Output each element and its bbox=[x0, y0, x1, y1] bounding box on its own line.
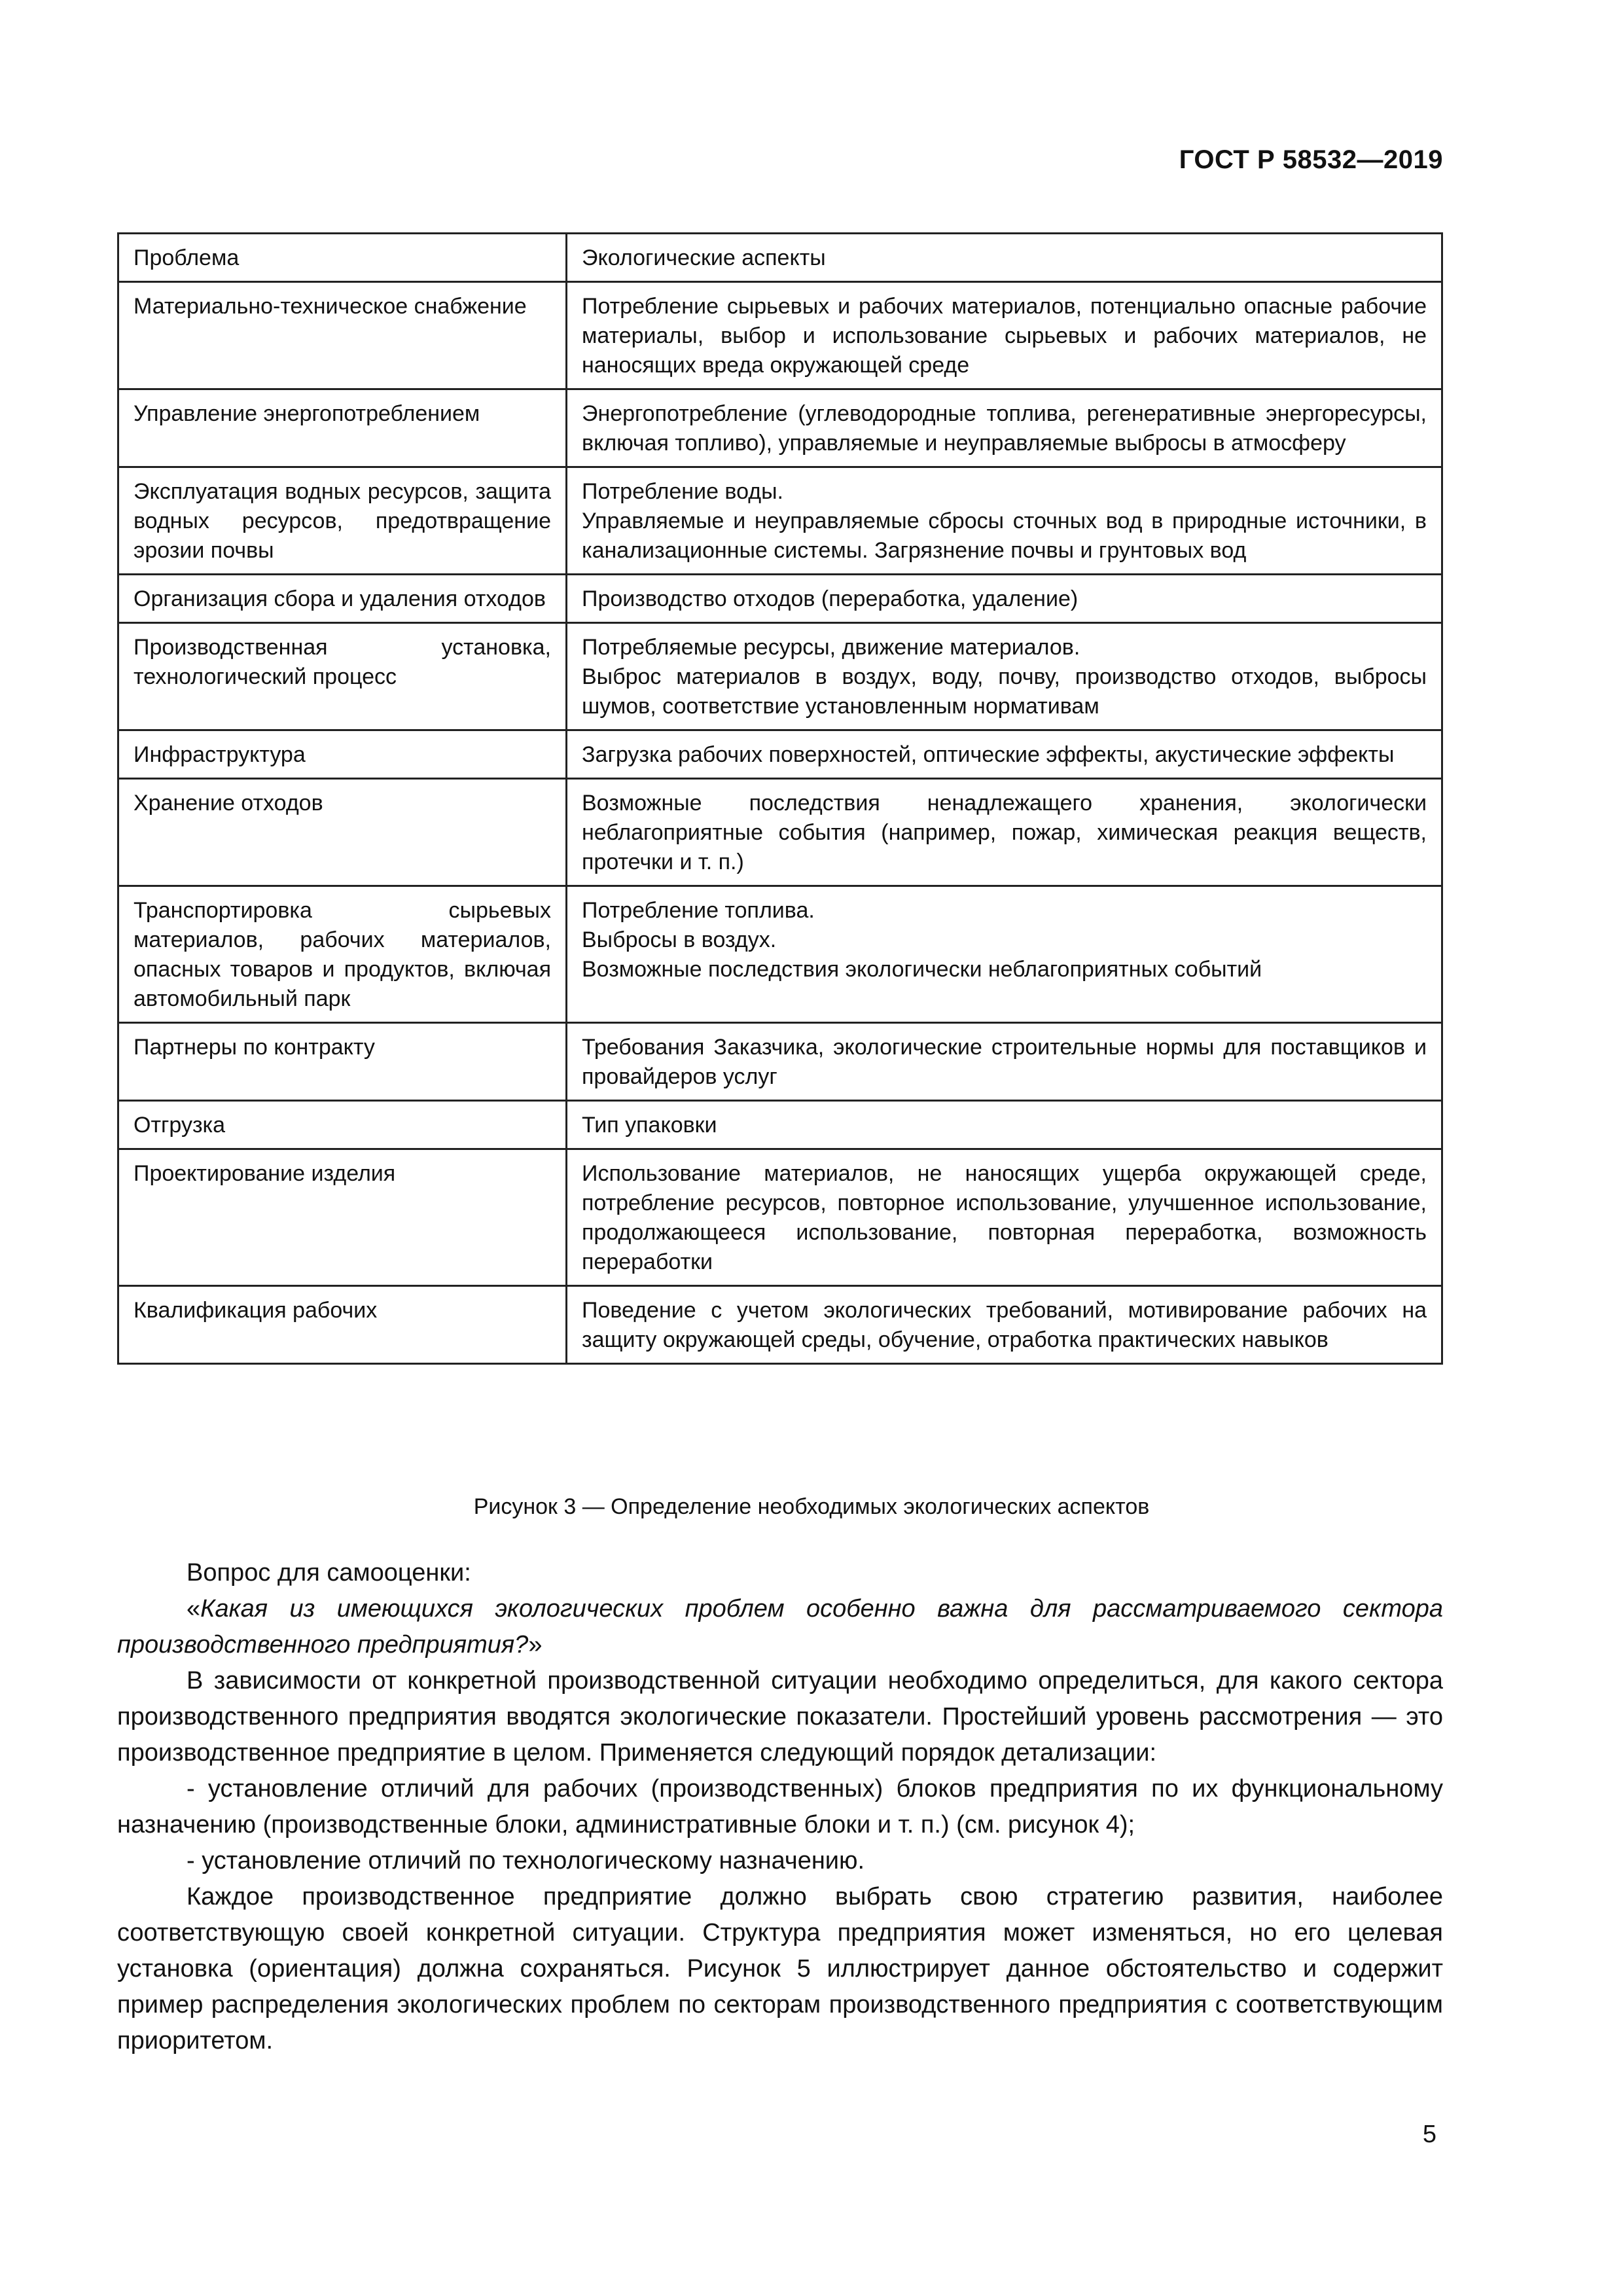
aspects-cell bbox=[567, 1149, 1442, 1286]
table-row bbox=[118, 575, 1442, 623]
body-text bbox=[117, 1555, 1443, 2059]
aspects-cell bbox=[567, 779, 1442, 886]
aspect-line: Энергопотребление (углеводородные топлива, регенеративные энергоресурсы, включая топливо), управляемые и неуправляемые выбросы в атмосферу bbox=[582, 401, 1427, 456]
table-row bbox=[118, 623, 1442, 730]
aspects-cell bbox=[567, 886, 1442, 1023]
aspect-line: Управляемые и неуправляемые сбросы сточных вод в природные источники, в канализационные системы. Загрязнение почвы и грунтовых вод bbox=[582, 509, 1427, 563]
aspects-cell bbox=[567, 730, 1442, 779]
aspects-cell bbox=[567, 467, 1442, 575]
aspect-line: Потребление сырьевых и рабочих материалов, потенциально опасные рабочие материалы, выбор и использование сырьевых и рабочих материалов, не наносящих вреда окружающей среде bbox=[582, 294, 1427, 378]
table-row bbox=[118, 282, 1442, 389]
table-row bbox=[118, 1149, 1442, 1286]
figure-caption: Рисунок 3 — Определение необходимых экологических аспектов bbox=[473, 1494, 1150, 1519]
question-open-quote: « bbox=[187, 1595, 201, 1623]
problem-cell: Хранение отходов bbox=[118, 779, 567, 886]
list-item: - установление отличий для рабочих (производственных) блоков предприятия по их функциональному назначению (производственные блоки, административные блоки и т. п.) (см. рисунок 4); bbox=[117, 1775, 1443, 1839]
table-header-row bbox=[118, 234, 1442, 282]
table-row bbox=[118, 1286, 1442, 1364]
column-header-problem: Проблема bbox=[118, 234, 567, 282]
aspect-line: Потребляемые ресурсы, движение материалов. bbox=[582, 635, 1080, 660]
aspects-cell bbox=[567, 623, 1442, 730]
question-text: Какая из имеющихся экологических проблем особенно важна для рассматриваемого сектора производственного предприятия? bbox=[117, 1595, 1443, 1659]
aspect-line: Выброс материалов в воздух, воду, почву, производство отходов, выбросы шумов, соответствие установленным нормативам bbox=[582, 664, 1427, 719]
table-row bbox=[118, 389, 1442, 467]
aspects-cell bbox=[567, 575, 1442, 623]
aspects-cell bbox=[567, 1101, 1442, 1149]
aspect-line: Возможные последствия ненадлежащего хранения, экологически неблагоприятные события (например, пожар, химическая реакция веществ, протечки и т. п.) bbox=[582, 791, 1427, 874]
aspect-line: Поведение с учетом экологических требований, мотивирование рабочих на защиту окружающей среды, обучение, отработка практических навыков bbox=[582, 1298, 1427, 1352]
column-header-aspects: Экологические аспекты bbox=[567, 234, 1442, 282]
aspects-cell bbox=[567, 282, 1442, 389]
page-number: 5 bbox=[1422, 2121, 1436, 2148]
aspect-line: Производство отходов (переработка, удаление) bbox=[582, 586, 1079, 611]
table-row bbox=[118, 467, 1442, 575]
problem-cell: Проектирование изделия bbox=[118, 1149, 567, 1286]
aspect-line: Использование материалов, не наносящих ущерба окружающей среде, потребление ресурсов, повторное использование, улучшенное использование, продолжающееся использование, повторная переработка, возможность переработки bbox=[582, 1161, 1427, 1274]
table-row bbox=[118, 730, 1442, 779]
paragraph: Каждое производственное предприятие должно выбрать свою стратегию развития, наиболее соответствующую своей конкретной ситуации. Структура предприятия может изменяться, но его целевая установка (ориентация) должна сохраняться. Рисунок 5 иллюстрирует данное обстоятельство и содержит пример распределения экологических проблем по секторам производственного предприятия с соответствующим приоритетом. bbox=[117, 1883, 1443, 2054]
problem-cell: Партнеры по контракту bbox=[118, 1023, 567, 1101]
problem-cell: Эксплуатация водных ресурсов, защита водных ресурсов, предотвращение эрозии почвы bbox=[118, 467, 567, 575]
aspects-cell bbox=[567, 389, 1442, 467]
ecological-aspects-table bbox=[117, 232, 1443, 1365]
problem-cell: Производственная установка, технологический процесс bbox=[118, 623, 567, 730]
problem-cell: Управление энергопотреблением bbox=[118, 389, 567, 467]
problem-cell: Инфраструктура bbox=[118, 730, 567, 779]
aspect-line: Тип упаковки bbox=[582, 1113, 717, 1138]
problem-cell: Организация сбора и удаления отходов bbox=[118, 575, 567, 623]
aspect-line: Выбросы в воздух. bbox=[582, 927, 777, 952]
problem-cell: Отгрузка bbox=[118, 1101, 567, 1149]
problem-cell: Транспортировка сырьевых материалов, рабочих материалов, опасных товаров и продуктов, включая автомобильный парк bbox=[118, 886, 567, 1023]
aspects-cell bbox=[567, 1023, 1442, 1101]
aspect-line: Потребление воды. bbox=[582, 479, 783, 504]
problem-cell: Материально-техническое снабжение bbox=[118, 282, 567, 389]
aspect-line: Потребление топлива. bbox=[582, 898, 815, 923]
question-close-quote: » bbox=[528, 1631, 543, 1659]
standard-code: ГОСТ Р 58532—2019 bbox=[1179, 145, 1443, 174]
aspects-cell bbox=[567, 1286, 1442, 1364]
table-row bbox=[118, 779, 1442, 886]
paragraph: В зависимости от конкретной производственной ситуации необходимо определиться, для какого сектора производственного предприятия вводятся экологические показатели. Простейший уровень рассмотрения — это производственное предприятие в целом. Применяется следующий порядок детализации: bbox=[117, 1667, 1443, 1767]
table-row bbox=[118, 1023, 1442, 1101]
aspect-line: Требования Заказчика, экологические строительные нормы для поставщиков и провайдеров услуг bbox=[582, 1035, 1427, 1089]
list-item: - установление отличий по технологическому назначению. bbox=[187, 1847, 865, 1874]
aspect-line: Возможные последствия экологически неблагоприятных событий bbox=[582, 957, 1262, 982]
problem-cell: Квалификация рабочих bbox=[118, 1286, 567, 1364]
self-assessment-label: Вопрос для самооценки: bbox=[187, 1559, 471, 1587]
self-assessment-question bbox=[117, 1591, 1443, 1663]
aspect-line: Загрузка рабочих поверхностей, оптические эффекты, акустические эффекты bbox=[582, 742, 1395, 767]
table-row bbox=[118, 886, 1442, 1023]
table-row bbox=[118, 1101, 1442, 1149]
